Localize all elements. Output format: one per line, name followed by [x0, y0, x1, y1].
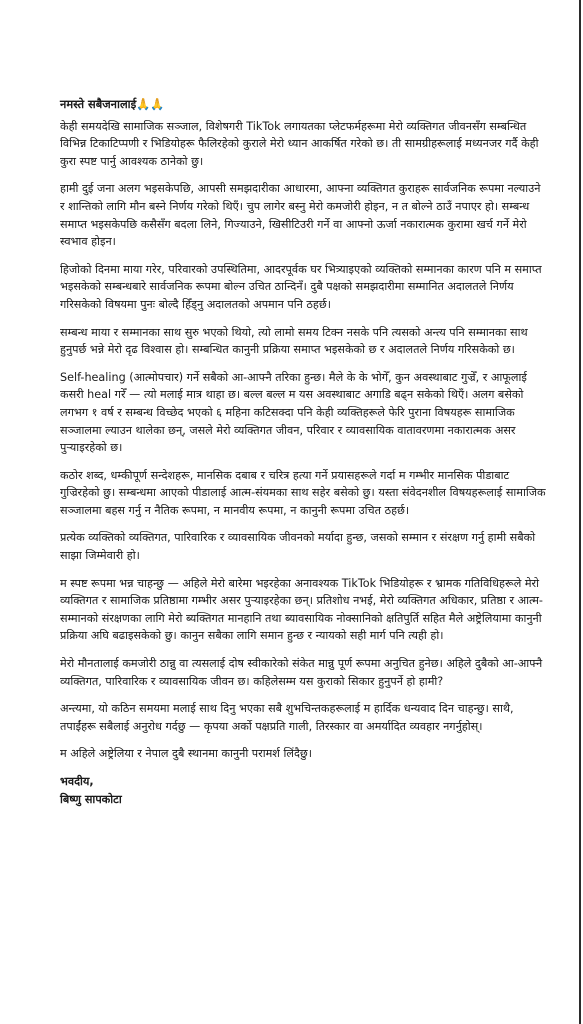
letter-body: [60, 96, 546, 808]
paragraph: हिजोको दिनमा माया गरेर, परिवारको उपस्थितिमा, आदरपूर्वक घर भित्र्याइएको व्यक्तिको सम्मानका कारण पनि म समाप्त भइसकेको सम्बन्धबारे सार्वजनिक रूपमा बोल्न उचित ठान्दिनँ। दुबै पक्षको समझदारीमा सम्मानित अदालतले निर्णय गरिसकेको विषयमा पुनः बोल्दै हिँड्नु अदालतको अपमान पनि ठहर्छ।: [60, 262, 542, 311]
paragraph: म स्पष्ट रूपमा भन्न चाहन्छु — अहिले मेरो बारेमा भइरहेका अनावश्यक TikTok भिडियोहरू र भ्रामक गतिविधिहरूले मेरो व्यक्तिगत र सामाजिक प्रतिष्ठामा गम्भीर असर पुऱ्याइरहेका छन्। प्रतिशोध नभई, मेरो व्यक्तिगत अधिकार, प्रतिष्ठा र आत्म-सम्मानको संरक्षणका लागि मेरो ब्यक्तिगत मानहानि तथा ब्यावसायिक नोक्सानिको क्षतिपुर्ति सहित मैले अष्ट्रेलियामा कानुनी प्रक्रिया अघि बढाइसकेको छु। कानुन सबैका लागि समान हुन्छ र न्यायको सही मार्ग पनि त्यही हो।: [60, 576, 543, 643]
paragraph: प्रत्येक व्यक्तिको व्यक्तिगत, पारिवारिक र व्यावसायिक जीवनको मर्यादा हुन्छ, जसको सम्मान र संरक्षण गर्नु हामी सबैको साझा जिम्मेवारी हो।: [60, 531, 536, 563]
greeting: नमस्ते सबैजनालाई🙏🙏: [60, 97, 165, 111]
paragraph: केही समयदेखि सामाजिक सञ्जाल, विशेषगरी TikTok लगायतका प्लेटफर्महरूमा मेरो व्यक्तिगत जीवनसँग सम्बन्धित विभिन्न टिकाटिप्पणी र भिडियोहरू फैलिरहेको कुराले मेरो ध्यान आकर्षित गरेको छ। ती सामग्रीहरूलाई मध्यनजर गर्दै केही कुरा स्पष्ट पार्नु आवश्यक ठानेको छु।: [60, 119, 539, 168]
paragraph: मेरो मौनतालाई कमजोरी ठान्नु वा त्यसलाई दोष स्वीकारेको संकेत मान्नु पूर्ण रूपमा अनुचित हुनेछ। अहिले दुबैको आ-आफ्नै व्यक्तिगत, पारिवारिक र व्यावसायिक जीवन छ। कहिलेसम्म यस कुराको सिकार हुनुपर्ने हो हामी?: [60, 657, 543, 688]
signoff: भवदीय,: [60, 775, 94, 788]
paragraph: सम्बन्ध माया र सम्मानका साथ सुरु भएको थियो, त्यो लामो समय टिक्न नसके पनि त्यसको अन्त्य पनि सम्मानका साथ हुनुपर्छ भन्ने मेरो दृढ विश्वास हो। सम्बन्धित कानुनी प्रक्रिया समाप्त भइसकेको छ र अदालतले निर्णय गरिसकेको छ।: [60, 325, 528, 357]
signature-name: बिष्णु सापकोटा: [60, 792, 122, 806]
paragraph: Self-healing (आत्मोपचार) गर्ने सबैको आ-आफ्नै तरिका हुन्छ। मैले के के भोगेँ, कुन अवस्थाबाट गुज्रेँ, र आफूलाई कसरी heal गरेँ — त्यो मलाई मात्र थाहा छ। बल्ल बल्ल म यस अवस्थाबाट अगाडि बढ्न सकेको थिएँ। अलग बसेको लगभग १ वर्ष र सम्बन्ध विच्छेद भएको ६ महिना कटिसक्दा पनि केही व्यक्तिहरूले फेरि पुराना विषयहरू सामाजिक सञ्जालमा ल्याउन थालेका छन्, जसले मेरो व्यक्तिगत जीवन, परिवार र व्यावसायिक वातावरणमा नकारात्मक असर पुऱ्याइरहेको छ।: [60, 370, 527, 455]
paragraph: हामी दुई जना अलग भइसकेपछि, आपसी समझदारीका आधारमा, आफ्ना व्यक्तिगत कुराहरू सार्वजनिक रूपमा नल्याउने र शान्तिको लागि मौन बस्ने निर्णय गरेको थिएँ। चुप लागेर बस्नु मेरो कमजोरी होइन, न त बोल्ने ठाउँ नपाएर हो। सम्बन्ध समाप्त भइसकेपछि कसैसँग बदला लिने, गिज्याउने, खिसीटिउरी गर्ने वा आफ्नो ऊर्जा नकारात्मक कुरामा खर्च गर्ने मेरो स्वभाव होइन।: [60, 182, 541, 249]
right-edge-border: [579, 0, 581, 1024]
paragraph: म अहिले अष्ट्रेलिया र नेपाल दुबै स्थानमा कानुनी परामर्श लिंदैछु।: [60, 747, 312, 761]
paragraph: कठोर शब्द, धम्कीपूर्ण सन्देशहरू, मानसिक दबाब र चरित्र हत्या गर्ने प्रयासहरूले गर्दा म गम्भीर मानसिक पीडाबाट गुज्रिरहेको छु। सम्बन्धमा आएको पीडालाई आत्म-संयमका साथ सहेर बसेको छु। यस्ता संवेदनशील विषयहरूलाई सामाजिक सञ्जालमा बहस गर्नु न नैतिक रूपमा, न मानवीय रूपमा, न कानुनी रूपमा उचित ठहर्छ।: [60, 468, 546, 517]
paragraph: अन्त्यमा, यो कठिन समयमा मलाई साथ दिनु भएका सबै शुभचिन्तकहरूलाई म हार्दिक धन्यवाद दिन चाहन्छु। साथै, तपाईंहरू सबैलाई अनुरोध गर्दछु — कृपया अर्को पक्षप्रति गाली, तिरस्कार वा अमर्यादित व्यवहार नगर्नुहोस्।: [60, 702, 514, 733]
